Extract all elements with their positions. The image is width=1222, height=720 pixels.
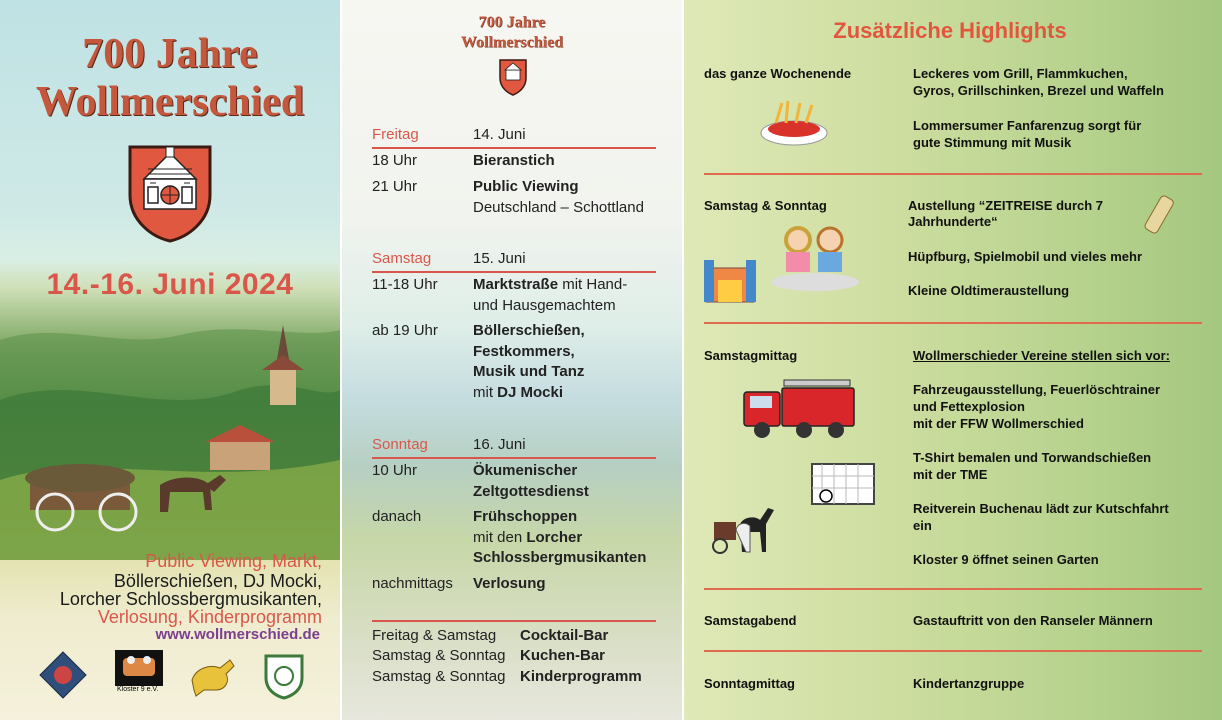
event-time: 11-18 Uhr [372, 276, 438, 293]
grill-food-icon [758, 95, 830, 151]
event-subtitle: mit den [473, 529, 527, 546]
cover-panel [0, 0, 340, 720]
bouncy-castle-icon [700, 252, 760, 308]
event-title: Böllerschießen, [473, 322, 585, 339]
event-subtitle: mit [473, 384, 498, 401]
program-title-line1: 700 Jahre [478, 14, 546, 31]
kloster-9-logo-icon [115, 650, 163, 686]
highlight-text: Gastauftritt von den Ranseler Männern [913, 613, 1153, 628]
section-label: Samstagmittag [704, 348, 798, 363]
highlight-text: mit der TME [913, 467, 988, 482]
highlight-text: Lommersumer Fanfarenzug sorgt für [913, 118, 1142, 133]
highlight-text: gute Stimmung mit Musik [913, 135, 1072, 150]
highlight-text: Kleine Oldtimeraustellung [908, 283, 1070, 298]
kloster-logo-caption: Kloster 9 e.V. [117, 686, 159, 693]
cover-title-line1: 700 Jahre [82, 31, 258, 77]
extras-divider [372, 620, 656, 622]
program-title-line2: Wollmerschied [460, 34, 564, 51]
saturday-date: 15. Juni [473, 250, 526, 267]
highlight-text: Kindertanzgruppe [913, 676, 1025, 691]
event-title: Musik und Tanz [473, 363, 585, 380]
coat-of-arms-icon [126, 143, 214, 243]
event-time: nachmittags [372, 575, 453, 592]
extras-days: Samstag & Sonntag [372, 668, 506, 685]
friday-date: 14. Juni [473, 126, 526, 143]
section-divider [704, 650, 1202, 652]
sunday-divider [372, 457, 656, 459]
saturday-divider [372, 271, 656, 273]
horse-carriage-icon [710, 500, 780, 564]
cover-line-4: Verlosung, Kinderprogramm [97, 607, 322, 627]
section-label: Samstagabend [704, 613, 797, 628]
highlight-text: Fahrzeugausstellung, Feuerlöschtrainer [913, 382, 1161, 397]
extras-offer: Kinderprogramm [520, 668, 642, 685]
extras-offer: Cocktail-Bar [520, 627, 609, 644]
highlight-text: Gyros, Grillschinken, Brezel und Waffeln [913, 83, 1164, 98]
event-time: danach [372, 508, 422, 525]
event-title: DJ Mocki [497, 384, 564, 401]
saturday-day: Samstag [372, 250, 432, 267]
friday-day: Freitag [372, 126, 419, 143]
sunday-day: Sonntag [372, 436, 428, 453]
highlights-panel [684, 0, 1222, 720]
small-coat-of-arms-icon [498, 58, 528, 96]
event-subtitle: mit Hand- [558, 276, 628, 293]
section-label: Samstag & Sonntag [704, 198, 827, 213]
horse-logo-icon [186, 650, 240, 700]
website-url[interactable]: www.wollmerschied.de [155, 626, 320, 643]
highlights-title: Zusätzliche Highlights [833, 18, 1067, 43]
sunday-date: 16. Juni [473, 436, 526, 453]
cover-line-2: Böllerschießen, DJ Mocki, [113, 571, 322, 591]
highlight-text: Jahrhunderte“ [908, 214, 998, 229]
event-time: 18 Uhr [372, 152, 418, 169]
section-divider [704, 588, 1202, 590]
highlight-text: T-Shirt bemalen und Torwandschießen [913, 450, 1152, 465]
highlight-text: ein [913, 518, 932, 533]
goal-wall-icon [788, 460, 878, 512]
event-title: Lorcher [526, 529, 583, 546]
event-subtitle: Deutschland – Schottland [473, 199, 644, 216]
section-divider [704, 322, 1202, 324]
fire-department-logo-icon [38, 650, 88, 700]
section-divider [704, 173, 1202, 175]
event-time: 21 Uhr [372, 178, 418, 195]
cover-line-3: Lorcher Schlossbergmusikanten, [59, 589, 322, 609]
event-subtitle: und Hausgemachtem [473, 297, 616, 314]
event-title: Public Viewing [473, 178, 579, 195]
highlight-text: Kloster 9 öffnet seinen Garten [913, 552, 1099, 567]
village-landscape-illustration [0, 280, 340, 560]
cover-title-line2: Wollmerschied [35, 79, 305, 125]
program-panel [342, 0, 682, 720]
event-time: 10 Uhr [372, 462, 418, 479]
highlight-text: Reitverein Buchenau lädt zur Kutschfahrt [913, 501, 1169, 516]
section-label: Sonntagmittag [704, 676, 795, 691]
event-title: Ökumenischer [473, 462, 578, 479]
cover-line-1: Public Viewing, Markt, [145, 551, 322, 571]
friday-divider [372, 147, 656, 149]
event-time: ab 19 Uhr [372, 322, 438, 339]
extras-offer: Kuchen-Bar [520, 647, 606, 664]
children-playing-icon [770, 222, 860, 292]
event-title: Schlossbergmusikanten [473, 549, 647, 566]
highlight-text: Hüpfburg, Spielmobil und vieles mehr [908, 249, 1143, 264]
fire-truck-icon [742, 374, 856, 444]
event-title: Festkommers, [473, 343, 575, 360]
event-title: Zeltgottesdienst [473, 483, 589, 500]
event-title: Verlosung [473, 575, 546, 592]
highlight-text: und Fettexplosion [913, 399, 1025, 414]
highlight-text: mit der FFW Wollmerschied [913, 416, 1084, 431]
event-title: Frühschoppen [473, 508, 578, 525]
highlight-text: Austellung “ZEITREISE durch 7 [908, 198, 1104, 213]
event-date: 14.-16. Juni 2024 [46, 268, 294, 301]
sports-club-logo-icon [264, 650, 304, 700]
event-title: Marktstraße [473, 276, 559, 293]
extras-days: Samstag & Sonntag [372, 647, 506, 664]
highlight-text: Leckeres vom Grill, Flammkuchen, [913, 66, 1128, 81]
section-heading: Wollmerschieder Vereine stellen sich vor: [913, 348, 1170, 363]
event-title: Bieranstich [473, 152, 555, 169]
scroll-icon [1140, 192, 1180, 238]
extras-days: Freitag & Samstag [372, 627, 497, 644]
section-label: das ganze Wochenende [704, 66, 852, 81]
